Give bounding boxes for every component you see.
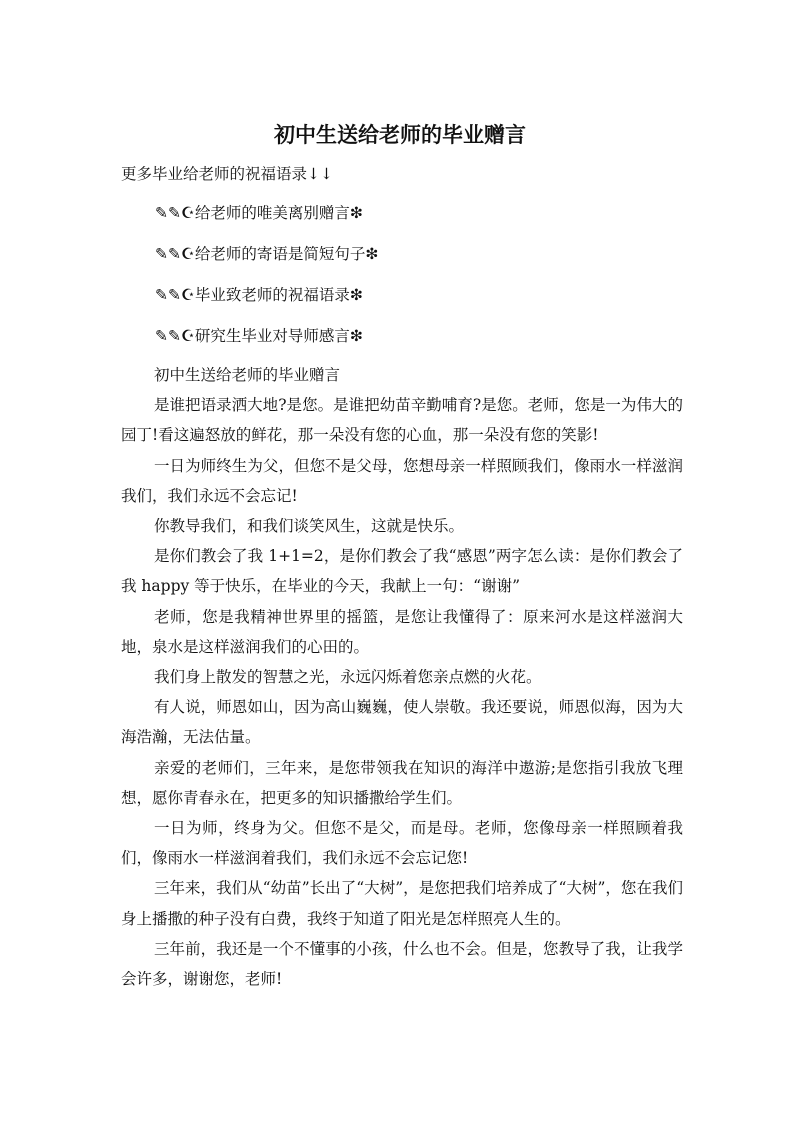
paragraph: 一日为师终生为父，但您不是父母，您想母亲一样照顾我们，像雨水一样滋润我们，我们永远不会忘记!: [121, 456, 683, 505]
related-link[interactable]: ✎✎☪研究生毕业对导师感言❇: [155, 327, 363, 345]
related-link[interactable]: ✎✎☪给老师的唯美离别赠言❇: [155, 204, 363, 222]
subtitle-paragraph: 初中生送给老师的毕业赠言: [154, 366, 341, 384]
page-title: 初中生送给老师的毕业赠言: [274, 123, 526, 147]
paragraph: 我们身上散发的智慧之光，永远闪烁着您亲点燃的火花。: [154, 668, 542, 687]
paragraph: 老师，您是我精神世界里的摇篮，是您让我懂得了：原来河水是这样滋润大地，泉水是这样滋润我们的心田的。: [121, 607, 683, 656]
paragraph: 有人说，师恩如山，因为高山巍巍，使人崇敬。我还要说，师恩似海，因为大海浩瀚，无法估量。: [121, 698, 683, 747]
intro-text: 更多毕业给老师的祝福语录↓↓: [121, 165, 333, 183]
paragraph: 一日为师，终身为父。但您不是父，而是母。老师，您像母亲一样照顾着我们，像雨水一样滋润着我们，我们永远不会忘记您!: [121, 819, 683, 868]
paragraph: 三年前，我还是一个不懂事的小孩，什么也不会。但是，您教导了我，让我学会许多，谢谢您，老师!: [121, 939, 683, 989]
paragraph: 是你们教会了我 1+1=2，是你们教会了我“感恩”两字怎么读：是你们教会了我 happy 等于快乐，在毕业的今天，我献上一句：“谢谢”: [121, 547, 683, 596]
paragraph: 亲爱的老师们，三年来，是您带领我在知识的海洋中遨游;是您指引我放飞理想，愿你青春永在，把更多的知识播撒给学生们。: [121, 758, 683, 807]
paragraph: 三年来，我们从“幼苗”长出了“大树”，是您把我们培养成了“大树”，您在我们身上播撒的种子没有白费，我终于知道了阳光是怎样照亮人生的。: [121, 879, 683, 928]
related-link[interactable]: ✎✎☪毕业致老师的祝福语录❇: [155, 286, 363, 304]
paragraph: 你教导我们，和我们谈笑风生，这就是快乐。: [154, 517, 465, 536]
article-body: [121, 360, 683, 994]
related-links: [155, 200, 378, 364]
paragraph: 是谁把语录洒大地?是您。是谁把幼苗辛勤哺育?是您。老师，您是一为伟大的园丁!看这遍怒放的鲜花，那一朵没有您的心血，那一朵没有您的笑影!: [121, 396, 683, 445]
related-link[interactable]: ✎✎☪给老师的寄语是简短句子❇: [155, 245, 379, 263]
